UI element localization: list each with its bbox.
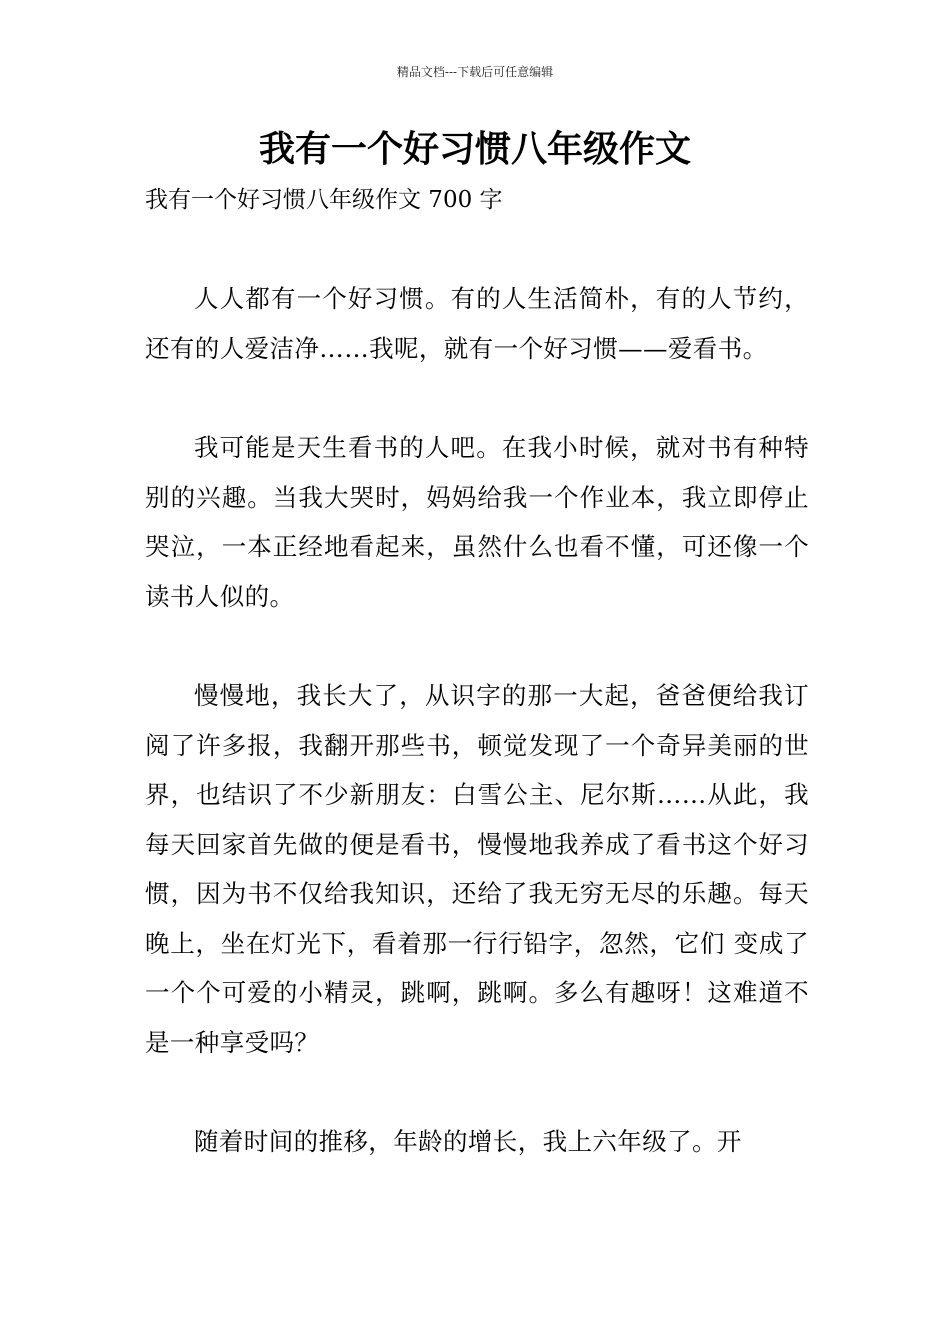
document-body: [145, 274, 809, 1217]
paragraph-4: 随着时间的推移，年龄的增长，我上六年级了。开: [194, 1127, 742, 1156]
document-title: 我有一个好习惯八年级作文: [258, 129, 691, 170]
paragraph-1: 人人都有一个好习惯。有的人生活简朴，有的人节约，还有的人爱洁净……我呢，就有一个好习惯——爱看书。: [145, 284, 809, 363]
document-subtitle: 我有一个好习惯八年级作文 700 字: [145, 187, 503, 213]
header-note: 精品文档---下载后可任意编辑: [396, 65, 554, 79]
paragraph-3: 慢慢地，我长大了，从识字的那一大起，爸爸便给我订阅了许多报，我翻开那些书，顿觉发现了一个奇异美丽的世界，也结识了不少新朋友：白雪公主、尼尔斯……从此，我每天回家首先做的便是看书，慢慢地我养成了看书这个好习惯，因为书不仅给我知识，还给了我无穷无尽的乐趣。每天晚上，坐在灯光下，看着那一行行铅字，忽然，它们 变成了一个个可爱的小精灵，跳啊，跳啊。多么有趣呀！这难道不是一种享受吗？: [145, 681, 809, 1057]
paragraph-2: 我可能是天生看书的人吧。在我小时候，就对书有种特别的兴趣。当我大哭时，妈妈给我一个作业本，我立即停止哭泣，一本正经地看起来，虽然什么也看不懂，可还像一个读书人似的。: [145, 433, 809, 611]
